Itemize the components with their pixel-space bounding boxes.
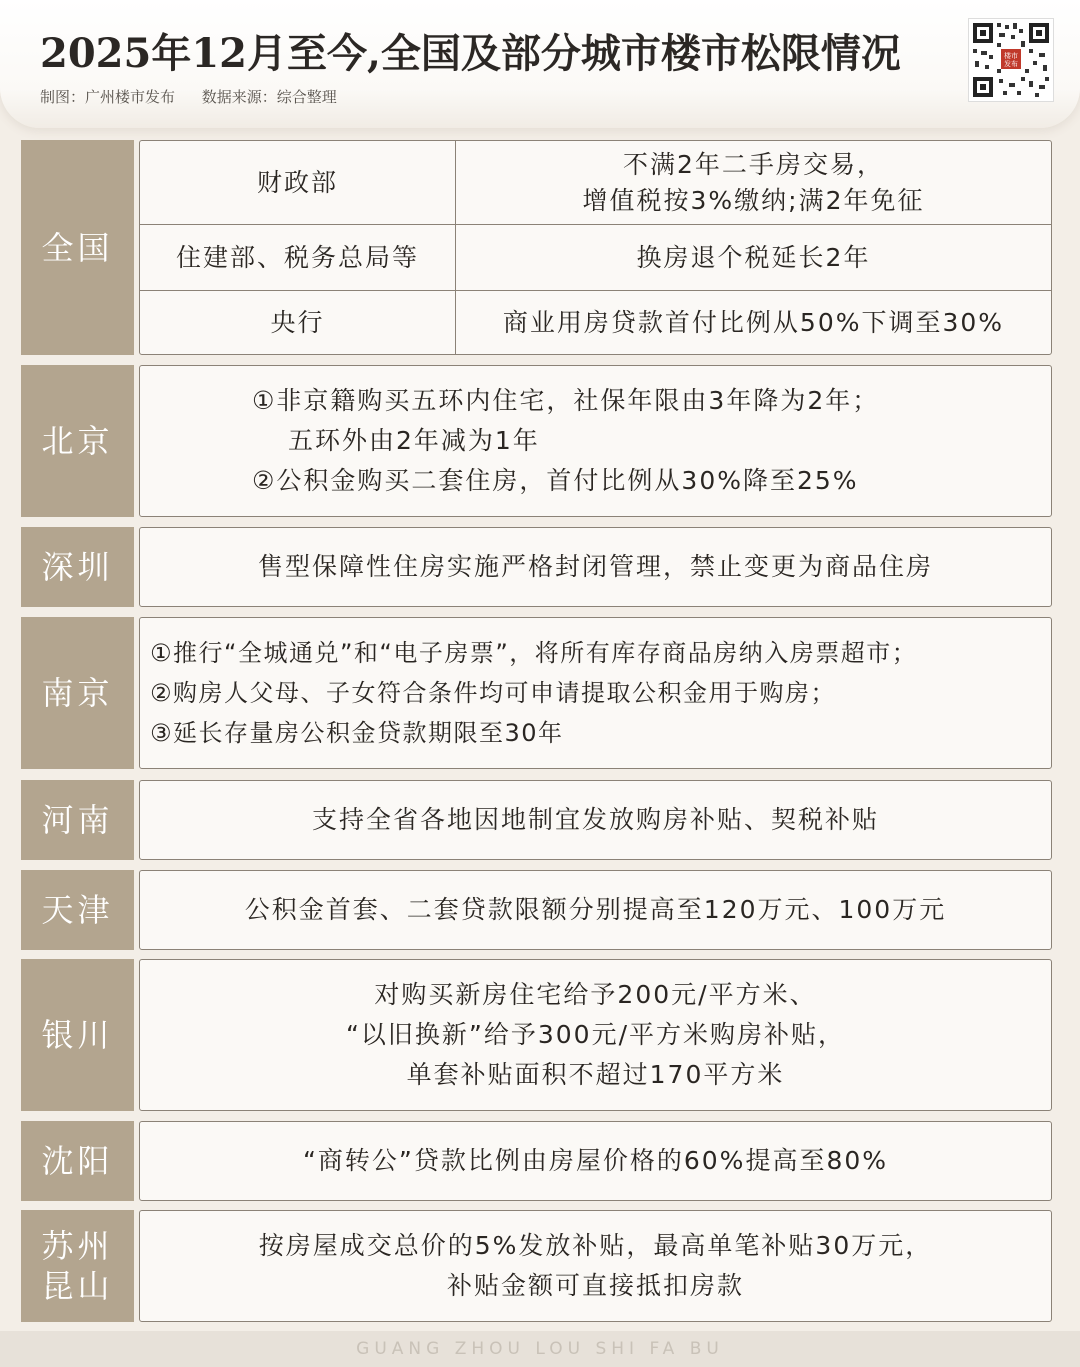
qr-logo-text: 楼市 [1004, 52, 1018, 60]
policy-box: “商转公”贷款比例由房屋价格的60%提高至80% [139, 1121, 1052, 1201]
city-label: 河南 [21, 780, 134, 860]
row-national [21, 140, 1052, 355]
national-row [140, 141, 1051, 225]
data-source: 数据来源：综合整理 [201, 88, 337, 106]
agency-cell: 财政部 [140, 141, 456, 224]
city-label: 深圳 [21, 527, 134, 607]
city-label: 南京 [21, 617, 134, 769]
agency-cell: 住建部、税务总局等 [140, 225, 456, 290]
national-row [140, 225, 1051, 291]
policy-cell: 商业用房贷款首付比例从50%下调至30% [502, 307, 1005, 337]
policy-box: 公积金首套、二套贷款限额分别提高至120万元、100万元 [139, 870, 1052, 950]
row-shenyang [21, 1121, 1052, 1201]
agency-cell: 央行 [140, 291, 456, 354]
policy-box: 支持全省各地因地制宜发放购房补贴、契税补贴 [139, 780, 1052, 860]
credits [40, 86, 359, 107]
row-nanjing [21, 617, 1052, 769]
city-label: 沈阳 [21, 1121, 134, 1201]
row-henan [21, 780, 1052, 860]
svg-text:发布: 发布 [1004, 60, 1018, 68]
city-label: 苏州 昆山 [21, 1210, 134, 1322]
policy-cell: 换房退个税延长2年 [636, 242, 871, 272]
national-policy-table [139, 140, 1052, 355]
qr-code-icon[interactable] [968, 18, 1054, 102]
city-label: 北京 [21, 365, 134, 517]
city-label: 天津 [21, 870, 134, 950]
row-yinchuan [21, 959, 1052, 1111]
policy-box: 按房屋成交总价的5%发放补贴，最高单笔补贴30万元， 补贴金额可直接抵扣房款 [139, 1210, 1052, 1322]
policy-box: ①非京籍购买五环内住宅，社保年限由3年降为2年； 五环外由2年减为1年 ②公积金购买二套住房，首付比例从30%降至25% [139, 365, 1052, 517]
page-title: 2025年12月至今,全国及部分城市楼市松限情况 [40, 30, 901, 77]
row-beijing [21, 365, 1052, 517]
policy-box: 对购买新房住宅给予200元/平方米、 “以旧换新”给予300元/平方米购房补贴， 单套补贴面积不超过170平方米 [139, 959, 1052, 1111]
policy-box: 售型保障性住房实施严格封闭管理，禁止变更为商品住房 [139, 527, 1052, 607]
policy-cell: 不满2年二手房交易， 增值税按3%缴纳;满2年免征 [582, 149, 925, 215]
row-tianjin [21, 870, 1052, 950]
header [0, 0, 1080, 128]
footer-watermark: GUANG ZHOU LOU SHI FA BU [0, 1331, 1080, 1367]
row-suzhou-kunshan [21, 1210, 1052, 1322]
city-label: 银川 [21, 959, 134, 1111]
policy-box: ①推行“全城通兑”和“电子房票”，将所有库存商品房纳入房票超市； ②购房人父母、子女符合条件均可申请提取公积金用于购房； ③延长存量房公积金贷款期限至30年 [139, 617, 1052, 769]
city-label-national: 全国 [21, 140, 134, 355]
made-by: 制图：广州楼市发布 [40, 88, 176, 106]
national-row [140, 291, 1051, 354]
row-shenzhen [21, 527, 1052, 607]
